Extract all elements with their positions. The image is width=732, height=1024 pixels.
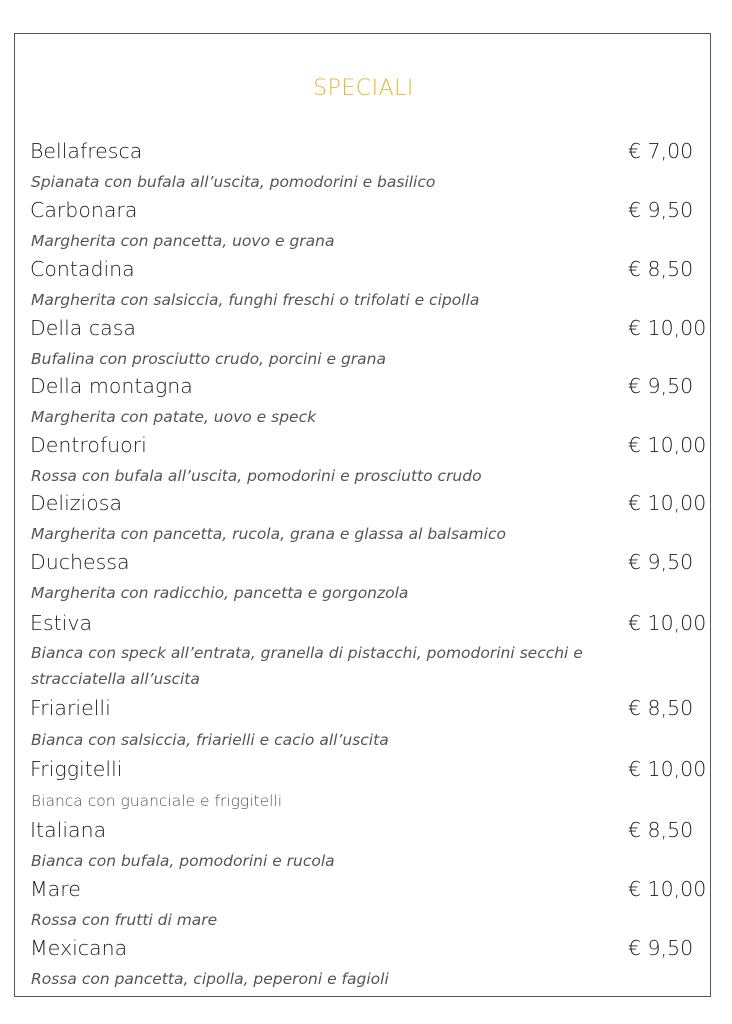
item-price: € 10,00 xyxy=(628,316,707,340)
item-description: Rossa con bufala all’uscita, pomodorini e prosciutto crudo xyxy=(31,467,482,485)
item-price: € 8,50 xyxy=(628,257,694,281)
item-name: Mare xyxy=(30,877,81,901)
item-price: € 9,50 xyxy=(628,198,694,222)
item-price: € 10,00 xyxy=(628,611,707,635)
item-description: Bianca con salsiccia, friarielli e cacio all’uscita xyxy=(31,731,389,749)
item-price: € 10,00 xyxy=(628,433,707,457)
item-description: Margherita con pancetta, uovo e grana xyxy=(31,232,335,250)
item-name: Italiana xyxy=(30,818,107,842)
item-description: Margherita con radicchio, pancetta e gorgonzola xyxy=(31,584,409,602)
item-price: € 9,50 xyxy=(628,550,694,574)
item-name: Friarielli xyxy=(30,696,111,720)
item-price: € 10,00 xyxy=(628,491,707,515)
item-name: Estiva xyxy=(30,611,93,635)
item-description: Spianata con bufala all’uscita, pomodorini e basilico xyxy=(31,173,436,191)
item-name: Friggitelli xyxy=(30,757,123,781)
item-name: Dentrofuori xyxy=(30,433,147,457)
item-name: Mexicana xyxy=(30,936,128,960)
item-price: € 8,50 xyxy=(628,696,694,720)
item-price: € 10,00 xyxy=(628,877,707,901)
item-price: € 10,00 xyxy=(628,757,707,781)
item-description: Bianca con bufala, pomodorini e rucola xyxy=(31,852,335,870)
item-name: Della montagna xyxy=(30,374,193,398)
item-price: € 9,50 xyxy=(628,936,694,960)
item-description: Bianca con speck all’entrata, granella di pistacchi, pomodorini secchi e stracciatella all’uscita xyxy=(31,644,583,688)
item-price: € 9,50 xyxy=(628,374,694,398)
item-description: Margherita con patate, uovo e speck xyxy=(31,408,317,426)
item-name: Duchessa xyxy=(30,550,130,574)
item-name: Contadina xyxy=(30,257,135,281)
item-price: € 7,00 xyxy=(628,139,694,163)
item-name: Carbonara xyxy=(30,198,138,222)
item-name: Bellafresca xyxy=(30,139,143,163)
item-name: Della casa xyxy=(30,316,136,340)
item-description: Bianca con guanciale e friggitelli xyxy=(31,792,283,810)
item-description: Margherita con salsiccia, funghi freschi o trifolati e cipolla xyxy=(31,291,480,309)
item-description: Bufalina con prosciutto crudo, porcini e grana xyxy=(31,350,386,368)
item-price: € 8,50 xyxy=(628,818,694,842)
section-heading: SPECIALI xyxy=(313,76,414,101)
item-description: Margherita con pancetta, rucola, grana e glassa al balsamico xyxy=(31,525,506,543)
item-description: Rossa con frutti di mare xyxy=(31,911,218,929)
item-description: Rossa con pancetta, cipolla, peperoni e fagioli xyxy=(31,970,389,988)
item-name: Deliziosa xyxy=(30,491,123,515)
